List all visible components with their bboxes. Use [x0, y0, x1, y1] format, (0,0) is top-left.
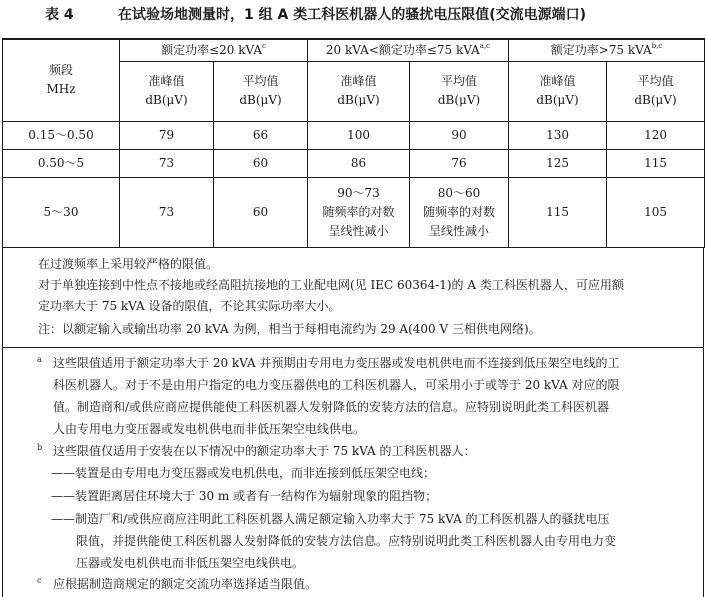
value-cell: 79: [120, 121, 214, 149]
value-cell: 86: [308, 149, 410, 177]
band-header: [3, 39, 120, 121]
value-cell: 80～60 随频率的对数 呈线性减小: [410, 177, 509, 247]
table-row: [3, 149, 705, 177]
footnote-b-intro: 这些限值仅适用于安装在以下情况中的额定功率大于 75 kVA 的工科医机器人：: [53, 444, 476, 458]
table-row: [3, 177, 705, 247]
value-cell: 60: [214, 177, 308, 247]
sub-header: 准峰值 dB(μV): [308, 61, 410, 121]
footnotes: [2, 348, 704, 597]
sub-header: 准峰值 dB(μV): [120, 61, 214, 121]
sub-header: 准峰值 dB(μV): [509, 61, 607, 121]
footnote-a-line: 人由专用电力变压器或发电机供电而非低压架空电线供电。: [53, 422, 366, 436]
note-line: 注：以额定输入或输出功率 20 kVA 为例，相当于每相电流约为 29 A(400 V 三相供电网络)。: [38, 322, 541, 336]
footnote-b-cont: 压器或发电机供电而非低压架空电线供电。: [76, 556, 305, 570]
value-cell: 60: [214, 149, 308, 177]
value-cell: 73: [120, 149, 214, 177]
value-cell: 115: [509, 177, 607, 247]
group-header-1: 额定功率≤20 kVA$^c$: [120, 39, 308, 61]
value-cell: 100: [308, 121, 410, 149]
value-cell: 120: [607, 121, 705, 149]
group-header-2: 20 kVA<额定功率≤75 kVA$^{a,c}$: [308, 39, 509, 61]
band-cell: 0.50～5: [3, 149, 120, 177]
value-cell: 130: [509, 121, 607, 149]
footnote-a-line: 这些限值适用于额定功率大于 20 kVA 并预期由专用电力变压器或发电机供电而不连接到低压架空电线的工: [53, 356, 620, 370]
table-row: [3, 121, 705, 149]
table-number: 表 4: [45, 7, 74, 23]
group-header-3: 额定功率>75 kVA$^{b,c}$: [509, 39, 705, 61]
value-cell: 115: [607, 149, 705, 177]
footnote-a-line: 科医机器人。对于不是由用户指定的电力变压器供电的工科医机器人，可采用小于或等于 20 kVA 对应的限: [53, 378, 620, 392]
value-cell: 90～73 随频率的对数 呈线性减小: [308, 177, 410, 247]
band-label: 频段: [48, 63, 73, 78]
band-cell: 5～30: [3, 177, 120, 247]
sub-header: 平均值 dB(μV): [607, 61, 705, 121]
footnote-a-mark: a: [37, 355, 42, 364]
band-unit: MHz: [46, 82, 76, 97]
band-cell: 0.15～0.50: [3, 121, 120, 149]
note-line: 在过渡频率上采用较严格的限值。: [38, 257, 219, 271]
table-title: 在试验场地测量时，1 组 A 类工科医机器人的骚扰电压限值(交流电源端口): [118, 7, 586, 23]
footnote-b-cont: 限值，并提供能使工科医机器人发射降低的安装方法信息。应特别说明此类工科医机器人由专用电力变: [76, 534, 617, 548]
footnote-b-item: ——制造厂和/或供应商应注明此工科医机器人满足额定输入功率大于 75 kVA 的工科医机器人的骚扰电压: [51, 512, 610, 526]
value-cell: 125: [509, 149, 607, 177]
limits-table: [2, 38, 705, 248]
value-cell: 105: [607, 177, 705, 247]
footnote-c-line: 应根据制造商规定的额定交流功率选择适当限值。: [53, 577, 318, 591]
value-cell: 90: [410, 121, 509, 149]
sub-header: 平均值 dB(μV): [214, 61, 308, 121]
value-cell: 66: [214, 121, 308, 149]
table-caption: [0, 4, 706, 26]
note-line: 对于单独连接到中性点不接地或经高阻抗接地的工业配电网(见 IEC 60364-1)的 A 类工科医机器人，可应用额: [38, 278, 624, 292]
note-line: 定功率大于 75 kVA 设备的限值，不论其实际功率大小。: [38, 299, 341, 313]
footnote-b-mark: b: [37, 443, 43, 452]
footnote-b-item: ——装置距离居住环境大于 30 m 或者有一结构作为辐射现象的阻挡物；: [51, 489, 438, 503]
footnote-b-item: ——装置是由专用电力变压器或发电机供电，而非连接到低压架空电线；: [51, 466, 436, 480]
value-cell: 73: [120, 177, 214, 247]
table-notes: [2, 248, 704, 348]
footnote-a-line: 值。制造商和/或供应商应提供能使工科医机器人发射降低的安装方法的信息。应特别说明此类工科医机器: [53, 400, 610, 414]
sub-header: 平均值 dB(μV): [410, 61, 509, 121]
value-cell: 76: [410, 149, 509, 177]
footnote-c-mark: c: [37, 576, 42, 585]
